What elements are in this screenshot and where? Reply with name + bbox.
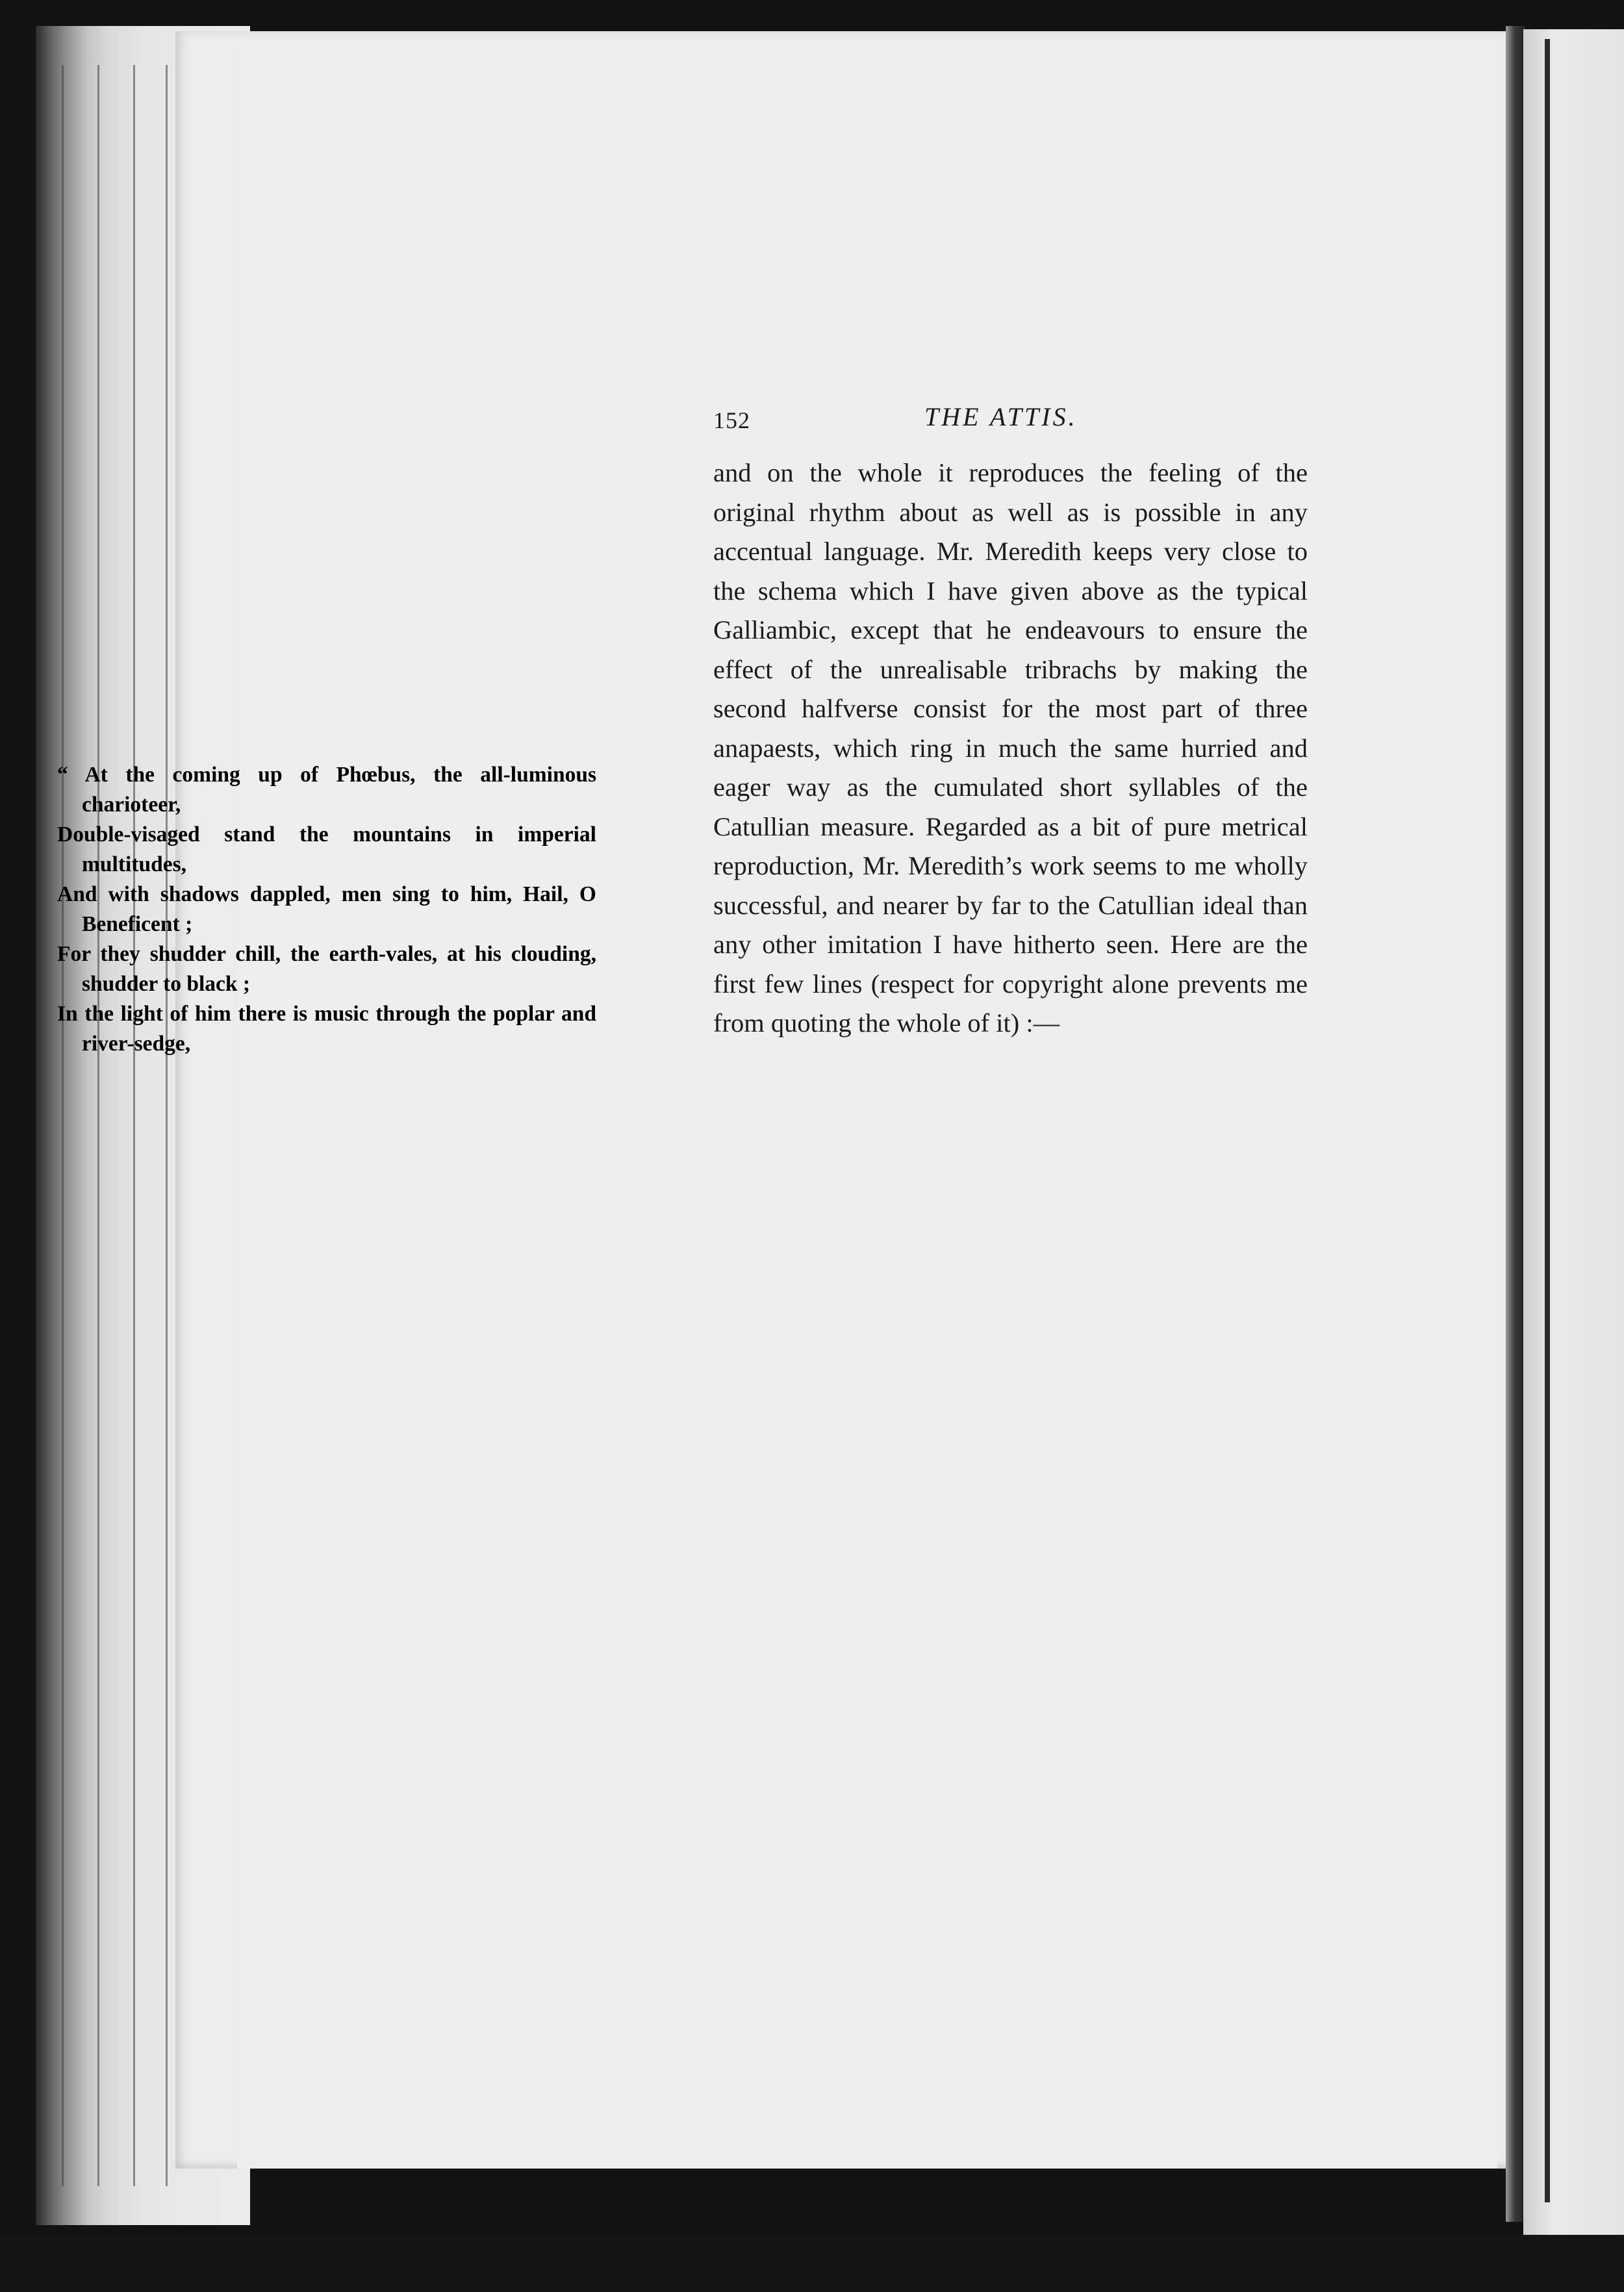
scan-bottom-border xyxy=(0,2235,1624,2292)
verse-line: In the light of him there is music through the poplar and river-sedge, xyxy=(57,1002,596,1056)
facing-page-sliver xyxy=(1523,29,1624,2238)
page-edge-line xyxy=(97,65,99,2186)
page-edge-line xyxy=(62,65,64,2186)
page-text-block xyxy=(713,398,1308,1043)
book-gutter xyxy=(1506,26,1525,2222)
page-edge-line xyxy=(133,65,135,2186)
verse-line: And with shadows dappled, men sing to him, Hail, O Beneficent ; xyxy=(57,882,596,936)
body-paragraph: and on the whole it reproduces the feeling of the original rhythm about as well as is possible in any accentual language. Mr. Meredith keeps very close to the schema which I have given above as the typical Galliambic, except that he endeavours to ensure the effect of the unrealisable tribrachs by making the second halfverse consist for the most part of three anapaests, which ring in much the same hurried and eager way as the cumulated short syllables of the Catullian measure. Regarded as a bit of pure metrical reproduction, Mr. Meredith’s work seems to me wholly successful, and nearer by far to the Catullian ideal than any other imitation I have hitherto seen. Here are the first few lines (respect for copyright alone prevents me from quoting the whole of it) :— xyxy=(713,458,1308,1038)
verse-line: Double-visaged stand the mountains in imperial multitudes, xyxy=(57,822,596,876)
facing-page-edge xyxy=(1545,39,1550,2202)
verse-line: “ At the coming up of Phœbus, the all-luminous charioteer, xyxy=(57,763,596,817)
page-edge-line xyxy=(166,65,168,2186)
book-page xyxy=(175,31,1515,2169)
quoted-verse xyxy=(57,760,596,1059)
running-head xyxy=(713,398,1308,437)
verse-line: For they shudder chill, the earth-vales, at his clouding, shudder to black ; xyxy=(57,942,596,996)
page-number: 152 xyxy=(713,407,750,433)
running-title: THE ATTIS. xyxy=(924,402,1078,431)
page-surface xyxy=(237,51,1497,2169)
